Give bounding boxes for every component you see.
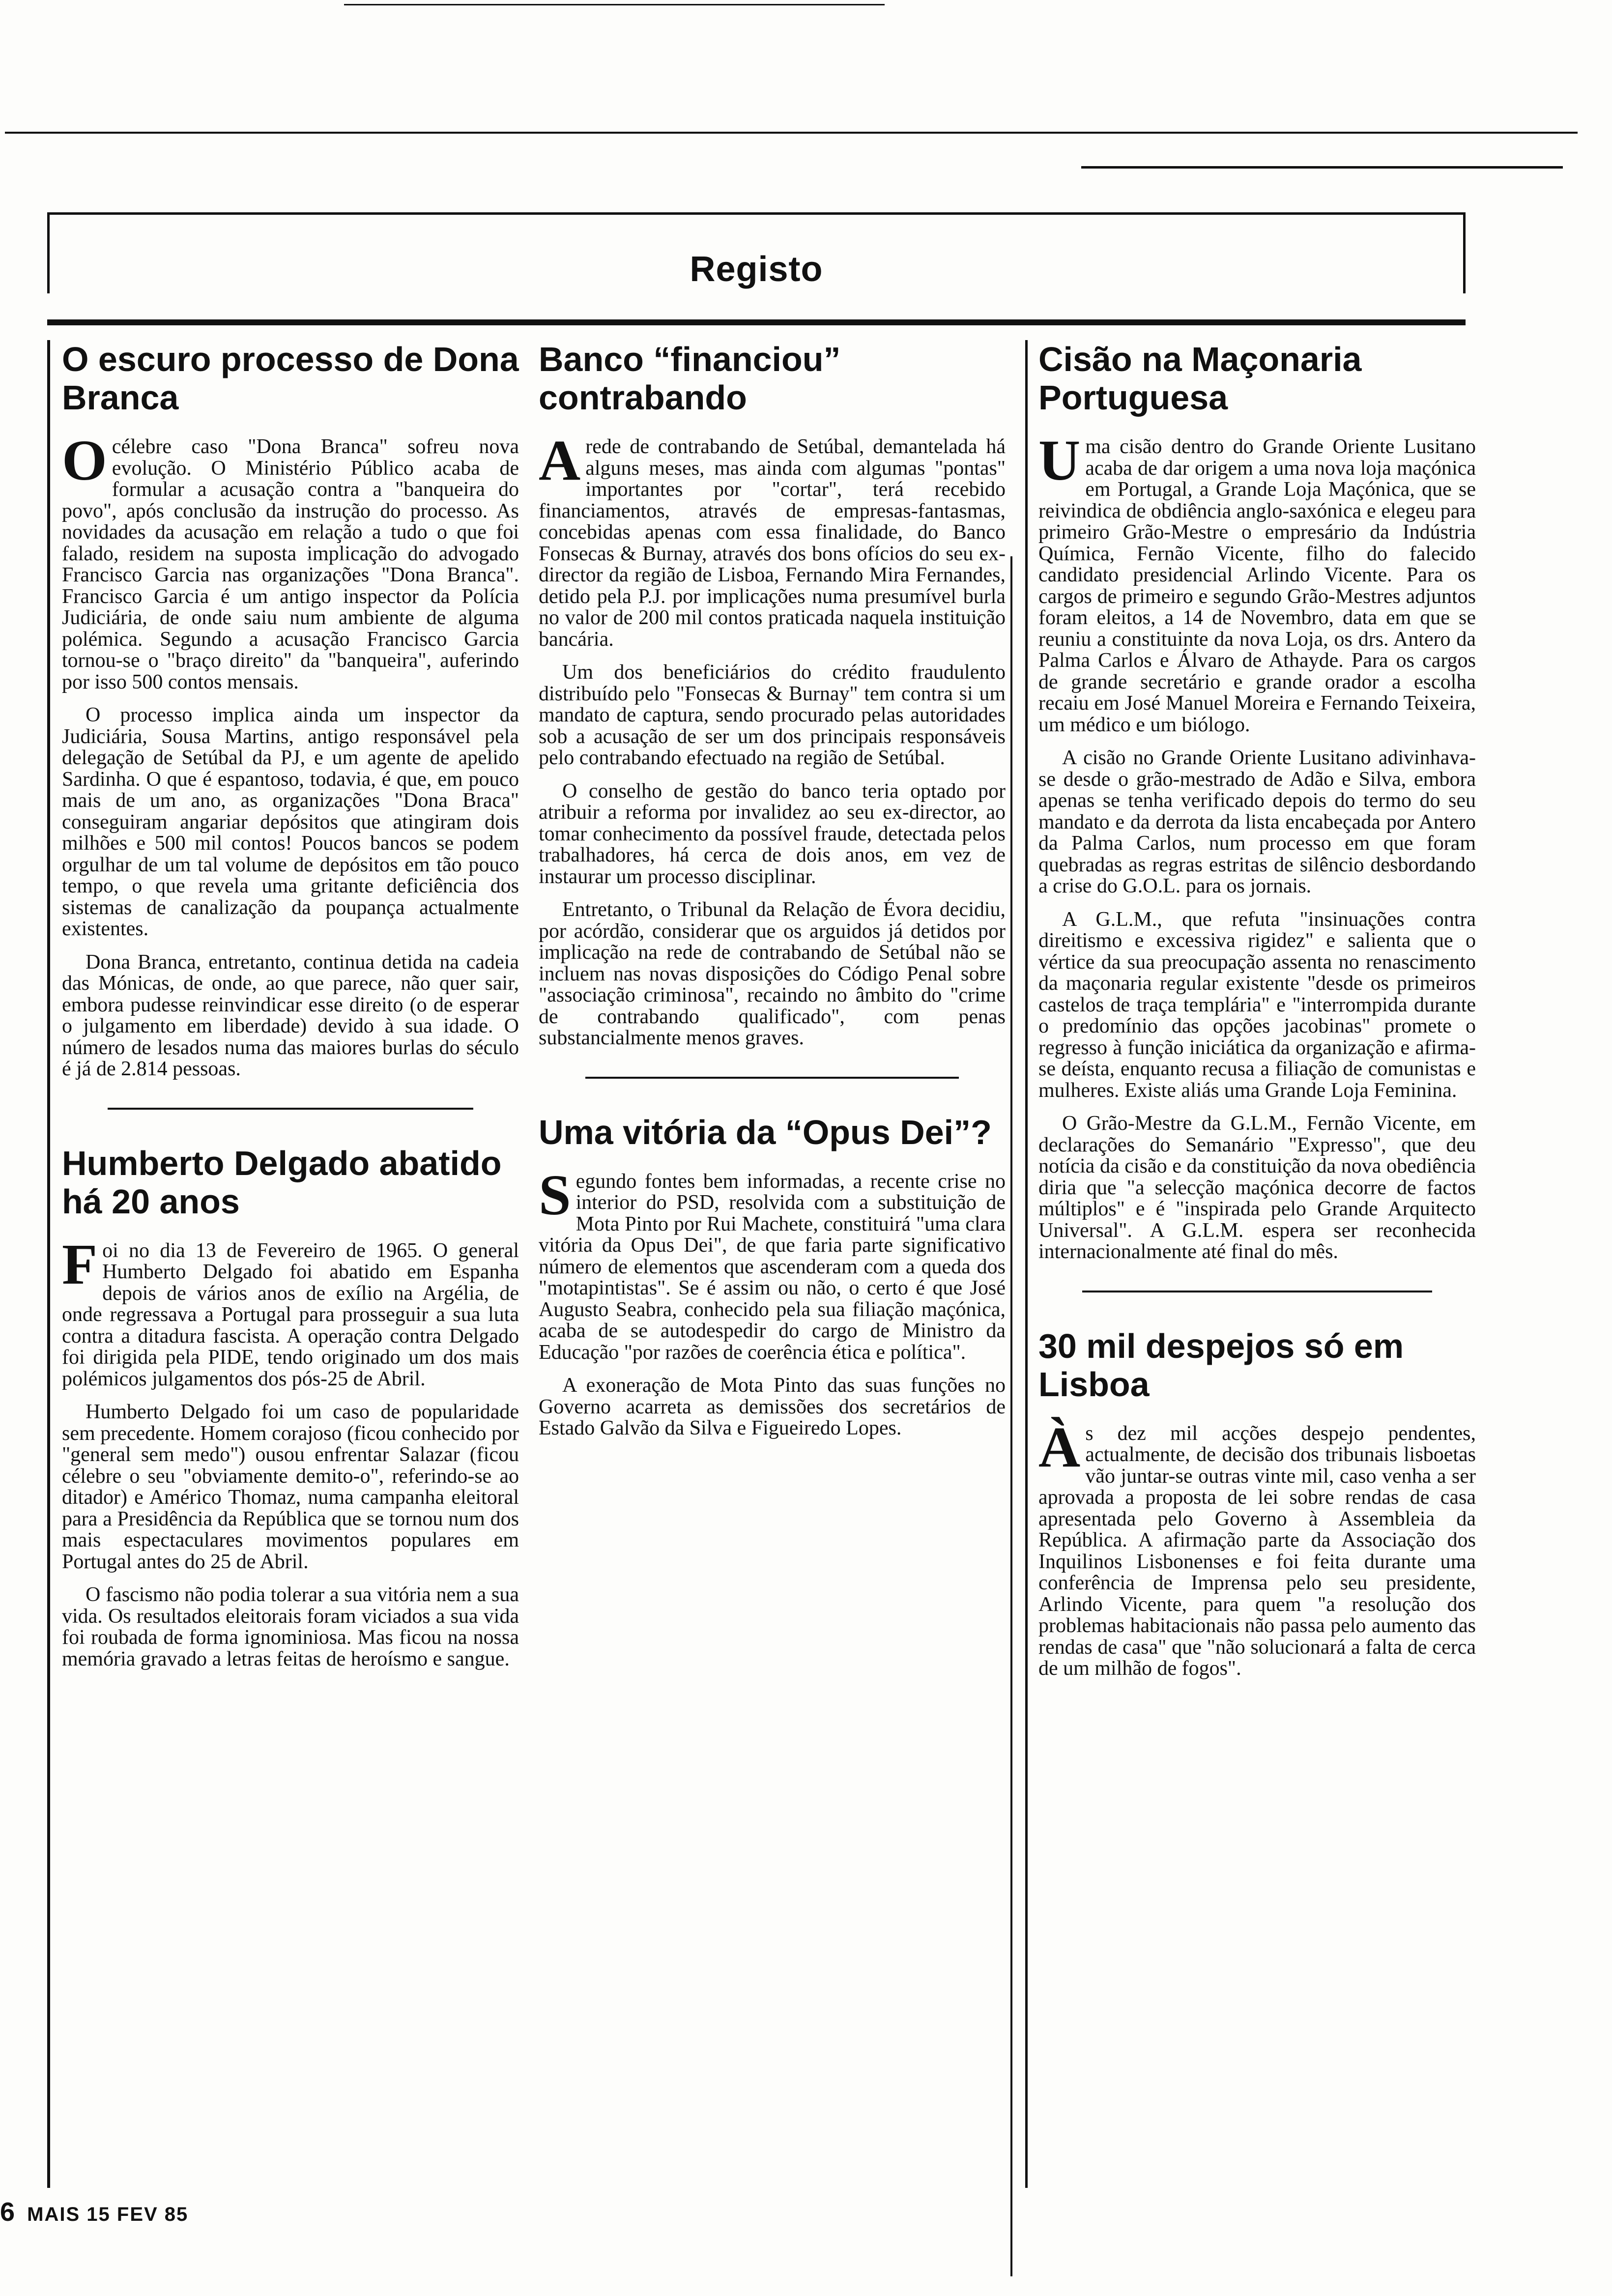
column-divider [1010,556,1012,2276]
article-paragraph: O conselho de gestão do banco teria optado por atribuir a reforma por invalidez ao seu ex-director, ao tomar conhecimento da possível fraude, detectada pelos trabalhadores, há cerca de dois anos, em vez de instaurar um processo disciplinar. [539,779,1006,888]
article-paragraph: O fascismo não podia tolerar a sua vitória nem a sua vida. Os resultados eleitorais foram viciados a sua vida foi roubada de forma ignominiosa. Mas ficou na nossa memória gravado a letras feitas de heroísmo e sangue. [62,1583,519,1670]
column-3 [1025,340,1476,2188]
article-paragraph: Océlebre caso "Dona Branca" sofreu nova evolução. O Ministério Público acaba de formular a acusação contra a "banqueira do povo", após conclusão da instrução do processo. As novidades da acusação em relação a tudo o que foi falado, residem na suposta implicação do advogado Francisco Garcia nas organizações "Dona Branca". Francisco Garcia é um antigo inspector da Polícia Judiciária, de onde saiu num ambiente de alguma polémica. Segundo a acusação Francisco Garcia tornou-se o "braço direito" da "banqueira", auferindo por isso 500 contos mensais. [62,428,519,693]
scan-line [5,132,1578,134]
drop-cap: À [1038,1414,1081,1479]
registo-section [47,212,1476,2188]
article-divider [585,1077,959,1079]
article-paragraph: Foi no dia 13 de Fevereiro de 1965. O general Humberto Delgado foi abatido em Espanha depois de vários anos de exílio na Argélia, de onde regressava a Portugal para prosseguir a sua luta contra a ditadura fascista. A operação contra Delgado foi dirigida pela PIDE, tendo originado um dos mais polémicos julgamentos dos pós-25 de Abril. [62,1232,519,1390]
drop-cap: A [539,428,581,492]
drop-cap: U [1038,428,1081,492]
article-title: Cisão na Maçonaria Portuguesa [1038,340,1362,417]
page-number: 6 [0,2197,16,2227]
drop-cap: F [62,1232,98,1296]
article-paragraph: Uma cisão dentro do Grande Oriente Lusitano acaba de dar origem a uma nova loja maçónica em Portugal, a Grande Loja Maçónica, que se reivindica de obdiência anglo-saxónica e elegeu para primeiro Grão-Mestre o empresário da Indústria Química, Fernão Vicente, filho do falecido candidato presidencial Arlindo Vicente. Para os cargos de primeiro e segundo Grão-Mestres adjuntos foram eleitos, a 14 de Novembro, data em que se reuniu a constituinte da nova Loja, os drs. Antero da Palma Carlos e Álvaro de Athayde. Para os cargos de grande secretário e grande orador a escolha recaiu em José Manuel Moreira e Fernando Teixeira, um médico e um biólogo. [1038,428,1476,736]
article-title: Uma vitória da “Opus Dei”? [539,1113,992,1151]
article-divider [1082,1291,1432,1292]
article-paragraph: A G.L.M., que refuta "insinuações contra direitismo e excessiva rigidez" e salienta que o vértice da sua preocupação assenta no renascimento da maçonaria regular existente "desde os primeiros castelos de traça templária" e "interrompida durante o predomínio das opções jacobinas" promete o regresso à função iniciática da organização e afirma-se deísta, enquanto recusa a filiação de comunistas e mulheres. Existe aliás uma Grande Loja Feminina. [1038,908,1476,1102]
article-despejos [1038,1327,1476,1680]
article-paragraph: Às dez mil acções despejo pendentes, actualmente, de decisão dos tribunais lisboetas vão juntar-se outras vinte mil, caso venha a ser aprovada a proposta de lei sobre rendas de casa apresentada pelo Governo à Assembleia da República. A afirmação parte da Associação dos Inquilinos Lisbonenses e foi feita durante uma conferência de Imprensa pelo seu presidente, Arlindo Vicente, para quem "a resolução dos problemas habitacionais não passa pelo aumento das rendas de casa" que "não solucionará a falta de cerca de um milhão de fogos". [1038,1414,1476,1680]
article-opus-dei [539,1113,1006,1439]
article-title: Banco “financiou” contrabando [539,340,841,417]
drop-cap: O [62,428,107,492]
article-paragraph: A exoneração de Mota Pinto das suas funções no Governo acarreta as demissões dos secretários de Estado Galvão da Silva e Figueiredo Lopes. [539,1374,1006,1439]
scan-line [344,4,885,5]
article-title: 30 mil despejos só em Lisboa [1038,1326,1404,1404]
drop-cap: S [539,1162,571,1227]
article-paragraph: O processo implica ainda um inspector da Judiciária, Sousa Martins, antigo responsável pela delegação de Setúbal da PJ, e um agente de apelido Sardinha. O que é espantoso, todavia, é que, em pouco mais de um ano, as organizações "Dona Braca" conseguiram angariar depósitos que atingiram dois milhões e 500 mil contos! Poucos bancos se podem orgulhar de um tal volume de depósitos em tão pouco tempo, o que revela uma gritante deficiência dos sistemas de canalização da poupança actualmente existentes. [62,704,519,940]
article-paragraph: Segundo fontes bem informadas, a recente crise no interior do PSD, resolvida com a substituição de Mota Pinto por Rui Machete, constituirá "uma clara vitória da Opus Dei", de que faria parte significativo número de elementos que ascenderam com a queda dos "motapintistas". Se é assim ou não, o certo é que José Augusto Seabra, conhecido pela sua filiação maçónica, acaba de se autodespedir do cargo de Ministro da Educação "por razões de coerência ética e política". [539,1162,1006,1364]
publication-date: MAIS 15 FEV 85 [27,2204,189,2225]
article-divider [108,1108,473,1110]
article-paragraph: A cisão no Grande Oriente Lusitano adivinhava-se desde o grão-mestrado de Adão e Silva, embora apenas se tenha verificado depois do termo do seu mandato e da derrota da lista encabeçada por Antero da Palma Carlos, num processo em que foram quebradas as regras estritas de silêncio desbordando a crise do G.O.L. para os jornais. [1038,746,1476,897]
column-2 [539,340,1006,2188]
article-maconaria [1038,340,1476,1263]
article-paragraph: Humberto Delgado foi um caso de popularidade sem precedente. Homem corajoso (ficou conhecido por "general sem medo") ousou enfrentar Salazar (ficou célebre o seu "obviamente demito-o", referindo-se ao ditador) e Américo Thomaz, numa campanha eleitoral para a Presidência da República que se tornou num dos mais espectaculares movimentos populares em Portugal antes do 25 de Abril. [62,1401,519,1573]
section-title: Registo [690,250,823,289]
article-paragraph: Arede de contrabando de Setúbal, demantelada há alguns meses, mas ainda com algumas "pontas" importantes por "cortar", terá recebido financiamentos, através de empresas-fantasmas, concebidas apenas com essa finalidade, do Banco Fonsecas & Burnay, através dos bons ofícios do seu ex-director da região de Lisboa, Fernando Mira Fernandes, detido pela P.J. por implicações numa presumível burla no valor de 200 mil contos praticada naquela instituição bancária. [539,428,1006,651]
article-paragraph: Um dos beneficiários do crédito fraudulento distribuído pelo "Fonsecas & Burnay" tem contra si um mandato de captura, sendo procurado pelas autoridades sob a acusação de ser um dos principais responsáveis pelo contrabando efectuado na região de Setúbal. [539,661,1006,769]
header-rule [47,319,1466,325]
article-title: O escuro processo de Dona Branca [62,340,519,417]
scan-line [1081,166,1563,169]
article-humberto-delgado [62,1144,519,1670]
article-paragraph: Dona Branca, entretanto, continua detida na cadeia das Mónicas, de onde, ao que parece, não quer sair, embora pudesse reinvindicar esse direito (o de esperar o julgamento em liberdade) devido à sua idade. O número de lesados numa das maiores burlas do século é já de 2.814 pessoas. [62,950,519,1080]
article-banco [539,340,1006,1049]
section-header [47,212,1466,293]
article-dona-branca [62,340,519,1080]
article-paragraph: O Grão-Mestre da G.L.M., Fernão Vicente, em declarações do Semanário "Expresso", que deu notícia da cisão e da constituição da nova obediência diria que "a selecção maçónica decorre de factos múltiplos" e é "inspirada pelo Grande Arquitecto Universal". A G.L.M. espera ser reconhecida internacionalmente até final do mês. [1038,1112,1476,1263]
article-title: Humberto Delgado abatido há 20 anos [62,1144,502,1221]
column-1 [47,340,519,2188]
page-footer [0,2197,188,2227]
article-paragraph: Entretanto, o Tribunal da Relação de Évora decidiu, por acórdão, considerar que os arguidos já detidos por implicação na rede de contrabando de Setúbal não se incluem nas novas disposições do Código Penal sobre "associação criminosa", recaindo no âmbito do "crime de contrabando qualificado", com penas substancialmente menos graves. [539,898,1006,1049]
